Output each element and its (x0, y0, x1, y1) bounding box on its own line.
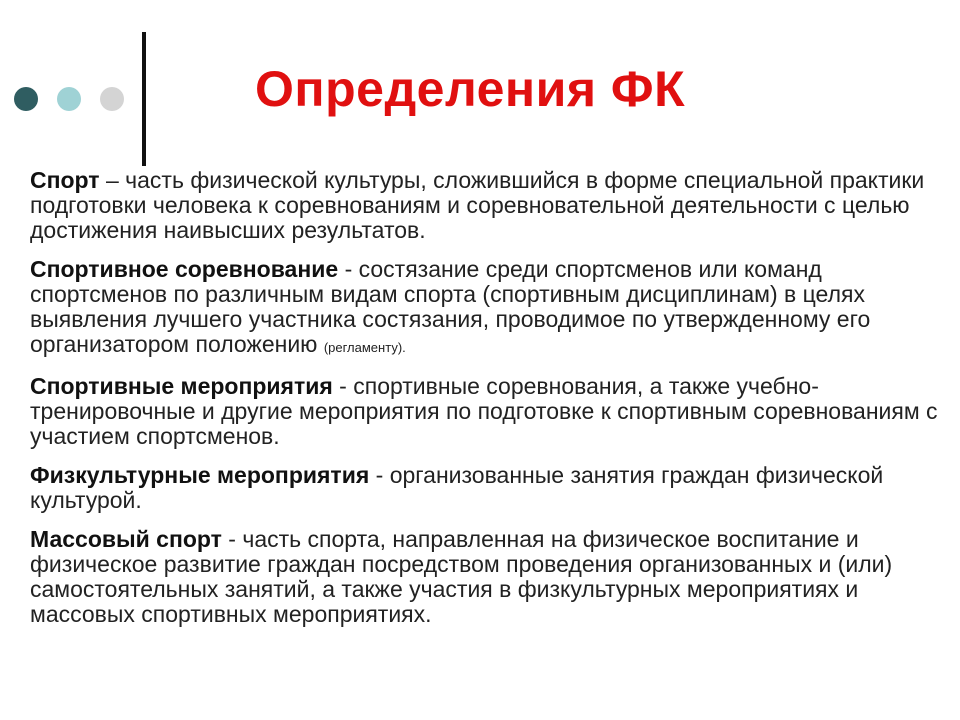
definition-mass-sport-text: - часть спорта, направленная на физическое воспитание и физическое развитие граждан посредством проведения организованных и (или) самостоятельных занятий, а также участия в физкультурных мероприятиях и массовых спортивных мероприятиях. (30, 526, 893, 627)
vertical-divider (142, 32, 146, 166)
definition-sport-events-text: - спортивные соревнования, а также учебно-тренировочные и другие мероприятия по подготовке к спортивным соревнованиям с участием спортсменов. (30, 373, 938, 449)
definition-sport (30, 168, 945, 243)
slide-title: Определения ФК (255, 61, 686, 117)
definition-sport-events (30, 374, 945, 449)
term-mass-sport: Массовый спорт (30, 526, 222, 552)
definition-sport-competition-note: (регламенту). (323, 340, 406, 355)
definition-fitness-events-text: - организованные занятия граждан физической культурой. (30, 462, 884, 513)
definition-fitness-events (30, 463, 945, 513)
term-sport-competition: Спортивное соревнование (30, 256, 339, 282)
term-sport-events: Спортивные мероприятия (30, 373, 333, 399)
definition-sport-competition (30, 257, 945, 360)
term-sport: Спорт (30, 167, 100, 193)
definition-sport-competition-text: - состязание среди спортсменов или команд спортсменов по различным видам спорта (спортивным дисциплинам) в целях выявления лучшего участника состязания, проводимое по утвержденному его организатором положению (30, 256, 871, 357)
dark-teal-dot (14, 87, 38, 111)
light-teal-dot (57, 87, 81, 111)
term-fitness-events: Физкультурные мероприятия (30, 462, 370, 488)
gray-dot (100, 87, 124, 111)
definition-mass-sport (30, 527, 945, 627)
definition-sport-text: – часть физической культуры, сложившийся в форме специальной практики подготовки человека к соревнованиям и соревновательной деятельности с целью достижения наивысших результатов. (30, 167, 925, 243)
decorative-dots (14, 86, 143, 112)
definitions-list (30, 168, 945, 627)
